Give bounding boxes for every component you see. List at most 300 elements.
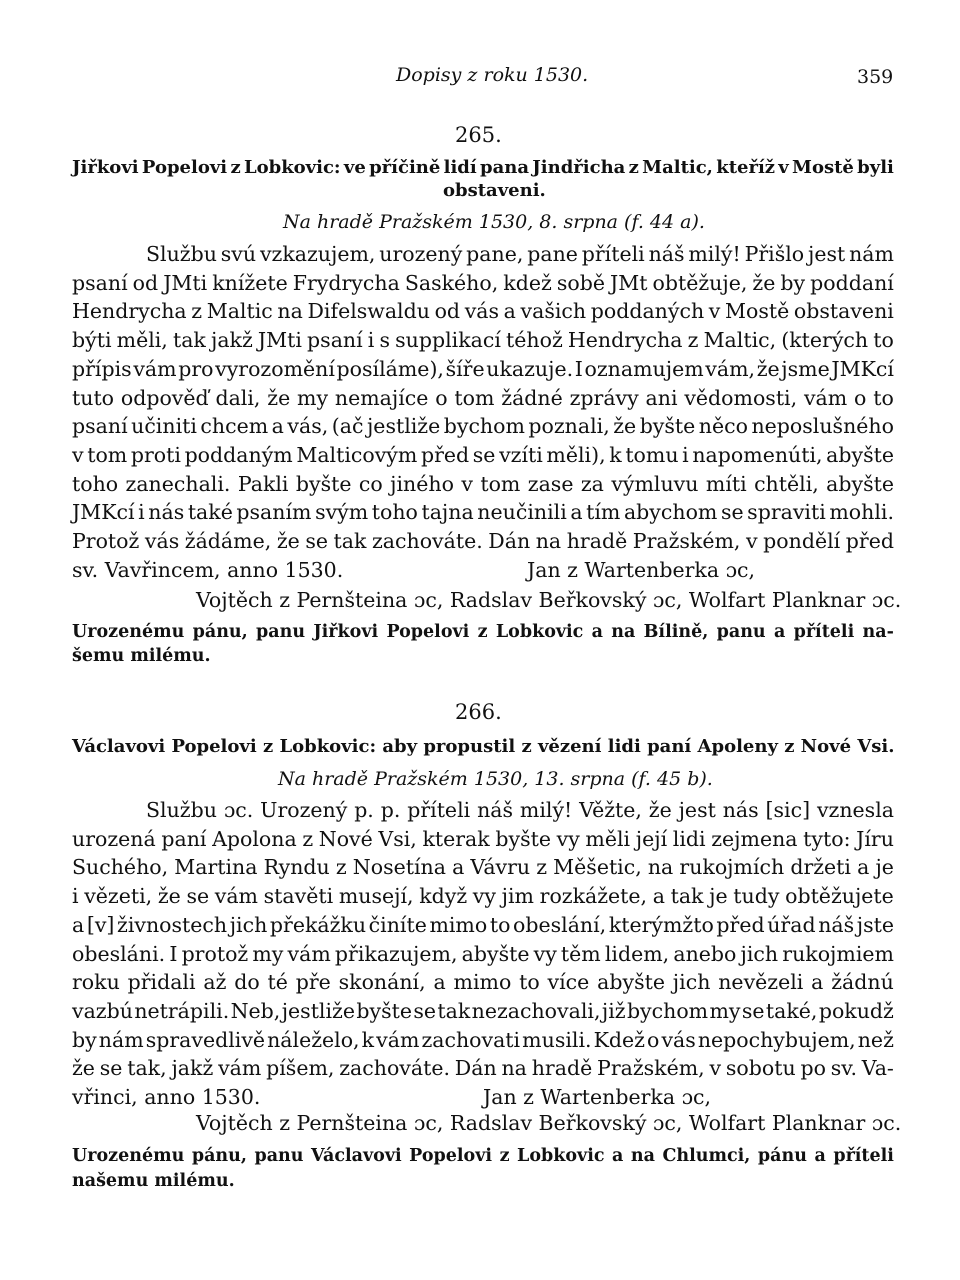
word: Bílině, — [643, 622, 709, 642]
word: z — [335, 855, 347, 880]
word: nás — [722, 798, 759, 822]
word: poddaným — [184, 442, 293, 467]
word: za — [580, 471, 604, 496]
word: tak, — [127, 1056, 167, 1081]
word: na — [501, 1056, 527, 1081]
word: by — [72, 1027, 97, 1052]
word: měli, — [116, 328, 168, 353]
word: Dán — [454, 1056, 497, 1081]
word: Neb, — [230, 998, 281, 1023]
body-line — [72, 271, 894, 295]
word: míti — [705, 471, 747, 496]
word: vy — [472, 884, 496, 909]
letter-place-date: Na hradě Pražském 1530, 8. srpna (f. 44 a). — [283, 211, 705, 233]
word: z — [230, 157, 241, 178]
word: jich — [229, 912, 268, 937]
word: se — [472, 442, 496, 467]
word: Va- — [861, 1056, 894, 1081]
page-number: 359 — [857, 66, 894, 88]
word: abyšte — [597, 970, 665, 995]
body-line — [72, 414, 894, 438]
body-line — [72, 299, 894, 323]
letter-number: 265. — [455, 123, 502, 147]
word: pane — [527, 242, 578, 266]
word: a — [72, 912, 85, 937]
letter-place-date: Na hradě Pražském 1530, 13. srpna (f. 45 b). — [278, 768, 713, 790]
word: Nové — [318, 826, 373, 851]
word: mimo — [429, 912, 488, 937]
word: ani — [645, 385, 678, 410]
word: nás — [148, 500, 185, 525]
word: náš — [648, 242, 685, 266]
word: hradě — [566, 529, 628, 553]
word: vězeti, — [84, 884, 153, 909]
word: psaní — [72, 270, 128, 295]
word: panu — [716, 622, 766, 642]
word: sobotu — [725, 1056, 796, 1081]
word: [v] — [86, 912, 115, 937]
word: tuto — [72, 385, 115, 410]
word: Přišlo — [744, 242, 805, 266]
word: tom — [480, 471, 521, 496]
word: vyrozomění — [215, 356, 335, 381]
word: Difelswaldu — [307, 299, 430, 324]
word: téhož — [506, 328, 563, 353]
word: s — [379, 328, 391, 353]
word: až — [203, 970, 227, 995]
word: když — [419, 884, 468, 909]
body-line — [72, 500, 894, 524]
word: příteli — [833, 1146, 894, 1166]
word: zachováte. — [371, 529, 483, 553]
word: v — [708, 299, 721, 324]
word: Hendrycha — [567, 328, 683, 353]
word: že — [267, 385, 291, 410]
word: sobě — [556, 270, 605, 295]
word: živnostech — [117, 912, 228, 937]
word: je — [875, 855, 894, 880]
word: to — [489, 912, 511, 937]
word: na — [647, 855, 674, 880]
word: tyto: — [803, 826, 851, 851]
body-line — [72, 970, 894, 994]
word: Maltic, — [703, 328, 777, 353]
word: toho — [371, 500, 418, 525]
word: svú — [220, 242, 257, 266]
word: Vávru — [470, 855, 531, 880]
body-line — [72, 443, 894, 467]
word: Urozenému — [72, 622, 185, 642]
letter-subject-continuation: obstaveni. — [443, 180, 546, 201]
word: Měšetic, — [553, 855, 642, 880]
word: obeslání, — [513, 912, 607, 937]
word: na — [535, 529, 562, 553]
word: psaní — [72, 414, 128, 439]
word: tomu — [625, 442, 679, 467]
body-line — [72, 942, 894, 966]
word: p. — [354, 798, 374, 822]
word: že — [648, 798, 672, 822]
body-line — [72, 557, 756, 582]
word: Urozený — [260, 798, 348, 822]
word: byšte — [295, 471, 352, 496]
word: byšte — [639, 414, 696, 439]
word: vzkazujem, — [259, 242, 376, 266]
word: zase — [527, 471, 574, 496]
word: i — [367, 328, 375, 353]
word: rukojmích — [679, 855, 785, 880]
word: JMKcí — [831, 356, 894, 381]
word: posíláme), — [336, 356, 444, 381]
word: to — [873, 328, 894, 353]
word: my — [297, 385, 329, 410]
word: psaní — [307, 328, 363, 353]
word: překážku — [269, 912, 367, 937]
word: od — [434, 299, 461, 324]
word: pokudž — [818, 998, 894, 1023]
word: musejí, — [338, 884, 414, 909]
word: na — [630, 1146, 655, 1166]
word: my — [709, 998, 741, 1023]
word: z — [687, 328, 699, 353]
word: ukazuje. — [486, 356, 574, 381]
word: vědomosti, — [684, 385, 798, 410]
word: nevězeli — [718, 970, 804, 995]
word: tudy — [733, 884, 780, 909]
word: tím — [586, 500, 621, 525]
word: se — [413, 998, 436, 1023]
word: žádáme, — [184, 529, 272, 553]
letter-subject — [72, 157, 894, 178]
word: poddaní — [810, 270, 894, 295]
word: Jiřkovi — [313, 622, 379, 642]
word: jakž — [171, 1056, 214, 1081]
word: o — [647, 1027, 660, 1052]
word: abyšte — [826, 471, 894, 496]
word: pánu, — [192, 622, 248, 642]
body-line-text: vřinci, anno 1530. — [72, 1085, 261, 1109]
word: bychom — [443, 414, 525, 439]
letter-signatures: Vojtěch z Pernšteina ɔc, Radslav Beřkovský ɔc, Wolfart Planknar ɔc. — [196, 1111, 902, 1135]
word: Nosetína — [352, 855, 446, 880]
word: se — [186, 884, 210, 909]
word: Mostě — [792, 157, 854, 178]
word: jiného — [390, 471, 454, 496]
word: I — [574, 356, 583, 381]
word: a — [773, 622, 786, 642]
word: to — [873, 385, 894, 410]
word: více — [547, 970, 590, 995]
word: vám — [376, 1027, 420, 1052]
word: JMti — [257, 328, 302, 353]
word: vám — [218, 1056, 262, 1081]
word: v — [778, 157, 789, 178]
word: bychom — [626, 998, 709, 1023]
word: náleželo, — [267, 1027, 360, 1052]
word: těm — [560, 941, 601, 966]
word: dali, — [215, 385, 261, 410]
word: v — [72, 442, 84, 467]
word: i — [72, 884, 79, 909]
word: vznesla — [816, 798, 894, 822]
word: pana — [480, 157, 529, 178]
word: JMKcí — [72, 500, 135, 525]
word: šíře — [445, 356, 485, 381]
word: urozená — [72, 826, 156, 851]
body-line — [72, 827, 894, 851]
word: učiniti — [131, 414, 197, 439]
word: Malticovým — [296, 442, 418, 467]
word: z — [477, 622, 488, 642]
word: k — [609, 442, 622, 467]
word: Jíru — [856, 826, 894, 851]
word: kteříž — [716, 157, 776, 178]
word: (kterých — [781, 328, 869, 353]
word: po — [800, 1056, 826, 1081]
word: před — [716, 912, 765, 937]
word: zanechali. — [125, 471, 231, 496]
word: vašich — [520, 299, 587, 324]
word: náš — [818, 912, 855, 937]
word: Službu — [146, 798, 217, 822]
word: zprávy — [569, 385, 639, 410]
letter-number: 266. — [455, 700, 502, 724]
word: urozený — [379, 242, 463, 266]
word: než — [857, 1027, 894, 1052]
word: se — [99, 1056, 123, 1081]
word: abychom — [623, 500, 718, 525]
word: napomenúti, — [692, 442, 823, 467]
word: pánu — [757, 1146, 807, 1166]
letter-address-continuation: našemu milému. — [72, 1171, 235, 1191]
body-line — [72, 328, 894, 352]
word: pane, — [466, 242, 524, 266]
word: co — [358, 471, 383, 496]
word: Václavovi — [311, 1146, 402, 1166]
word: z — [302, 826, 314, 851]
word: tak — [670, 884, 704, 909]
word: pánu, — [191, 1146, 247, 1166]
word: Popelovi — [141, 157, 228, 178]
word: Maltic, — [642, 157, 713, 178]
word: kterak — [422, 826, 490, 851]
word: vás — [464, 299, 500, 324]
word: panu — [254, 1146, 304, 1166]
word: Chlumci, — [662, 1146, 751, 1166]
word: přidali — [127, 970, 196, 995]
word: Urozenému — [72, 1146, 185, 1166]
word: z — [628, 157, 639, 178]
word: vám — [287, 941, 331, 966]
word: odpověď — [120, 385, 209, 410]
word: v — [709, 1056, 722, 1081]
word: vás — [144, 529, 180, 553]
word: žádné — [501, 385, 563, 410]
word: tom — [87, 442, 128, 467]
word: zachovati — [421, 1027, 521, 1052]
word: sv. — [830, 1056, 857, 1081]
word: nám — [98, 1027, 144, 1052]
letter-subject: Václavovi Popelovi z Lobkovic: aby propustil z vězení lidi paní Apoleny z Nové Vsi. — [72, 736, 895, 757]
word: zachováte. — [339, 1056, 450, 1081]
word: Saského, — [404, 270, 499, 295]
word: činíte — [368, 912, 427, 937]
word: psaním — [236, 500, 312, 525]
word: nemajíce — [334, 385, 429, 410]
body-line — [72, 357, 894, 381]
word: obtěžuje, — [652, 270, 748, 295]
word: z — [536, 855, 548, 880]
word: Frydrycha — [292, 270, 400, 295]
word: vás — [661, 1027, 696, 1052]
body-line — [72, 999, 894, 1023]
word: a — [570, 500, 583, 525]
letter-address — [72, 1146, 894, 1166]
word: měli), — [546, 442, 606, 467]
word: chtěli, — [754, 471, 819, 496]
word: výmluvu — [611, 471, 699, 496]
word: ve — [343, 157, 366, 178]
word: vám — [214, 884, 258, 909]
letter-address — [72, 622, 894, 642]
body-line — [72, 1028, 894, 1052]
word: tak — [172, 328, 206, 353]
word: jsme — [781, 356, 830, 381]
word: Jiřkovi — [72, 157, 139, 178]
word: tajna — [421, 500, 474, 525]
word: chcem — [200, 414, 269, 439]
word: spravedlivě — [145, 1027, 266, 1052]
word: na — [277, 299, 303, 324]
word: jich — [740, 941, 779, 966]
word: knížete — [212, 270, 288, 295]
word: něco — [698, 414, 748, 439]
word: by — [780, 270, 806, 295]
word: zejmena — [711, 826, 798, 851]
word: nám — [849, 242, 894, 266]
word: a — [271, 414, 284, 439]
word: píšem, — [266, 1056, 335, 1081]
word: před — [845, 529, 894, 553]
word: anebo — [673, 941, 737, 966]
word: paní — [161, 826, 207, 851]
word: a — [652, 884, 665, 909]
word: již — [601, 998, 626, 1023]
body-line — [72, 472, 894, 496]
word: Lobkovic — [517, 1146, 605, 1166]
word: a — [857, 855, 870, 880]
word: Jindřicha — [532, 157, 626, 178]
word: my — [252, 941, 284, 966]
word: kterýmžto — [608, 912, 714, 937]
word: I — [169, 941, 178, 966]
word: a — [814, 1146, 826, 1166]
word: proti — [130, 442, 181, 467]
body-line — [146, 798, 894, 822]
word: svým — [315, 500, 369, 525]
running-head: Dopisy z roku 1530. — [396, 64, 589, 86]
word: hradě — [531, 1056, 593, 1081]
word: pře — [295, 970, 331, 995]
word: jich — [672, 970, 711, 995]
body-line-text: sv. Vavřincem, anno 1530. — [72, 557, 344, 582]
word: z — [191, 299, 203, 324]
word: spraviti — [747, 500, 826, 525]
word: vazbú — [72, 998, 133, 1023]
word: přikazujem, — [334, 941, 458, 966]
word: toho — [72, 471, 119, 496]
word: příteli — [793, 622, 855, 642]
word: býti — [72, 328, 112, 353]
word: jestliže — [366, 414, 441, 439]
word: příteli — [581, 242, 645, 266]
body-line — [72, 913, 894, 937]
word: [sic] — [765, 798, 811, 822]
body-line — [146, 242, 894, 266]
word: o — [854, 385, 867, 410]
word: k — [361, 1027, 375, 1052]
word: také — [187, 500, 233, 525]
word: Hendrycha — [72, 299, 187, 324]
word: JMt — [610, 270, 648, 295]
word: příteli — [407, 798, 471, 822]
word: také, — [765, 998, 818, 1023]
word: neposlušného — [751, 414, 894, 439]
word: ɔc. — [223, 798, 254, 822]
word: a — [452, 855, 465, 880]
word: nezachovali, — [471, 998, 601, 1023]
word: a — [503, 299, 516, 324]
word: abyšte — [826, 442, 894, 467]
word: i — [682, 442, 689, 467]
word: Službu — [146, 242, 217, 266]
word: jestliže — [281, 998, 355, 1023]
word: Pražském, — [632, 529, 741, 553]
word: v — [461, 471, 473, 496]
word: rukojmiem — [782, 941, 894, 966]
word: že — [157, 884, 181, 909]
letter-address-continuation: šemu milému. — [72, 646, 211, 666]
word: jste — [856, 912, 894, 937]
word: její — [635, 826, 668, 851]
word: Dán — [488, 529, 531, 553]
word: i — [138, 500, 145, 525]
word: tak — [333, 529, 367, 553]
word: Pakli — [237, 471, 289, 496]
word: náš — [477, 798, 514, 822]
word: že — [756, 356, 780, 381]
word: Ryndu — [263, 855, 330, 880]
word: pondělí — [763, 529, 841, 553]
word: se — [305, 529, 328, 553]
word: vám — [803, 385, 848, 410]
word: to — [519, 970, 540, 995]
word: protož — [181, 941, 249, 966]
signer-name: Jan z Wartenberka ɔc, — [527, 557, 756, 582]
word: před — [420, 442, 470, 467]
word: se — [720, 500, 744, 525]
word: do — [234, 970, 260, 995]
word: skonání, — [338, 970, 426, 995]
word: a — [591, 622, 603, 642]
body-line — [72, 529, 894, 553]
word: (ač — [331, 414, 364, 439]
word: vy — [533, 941, 557, 966]
word: obstaveni — [793, 299, 894, 324]
word: Věžte, — [579, 798, 642, 822]
word: tom — [454, 385, 495, 410]
word: obesláni. — [72, 941, 166, 966]
